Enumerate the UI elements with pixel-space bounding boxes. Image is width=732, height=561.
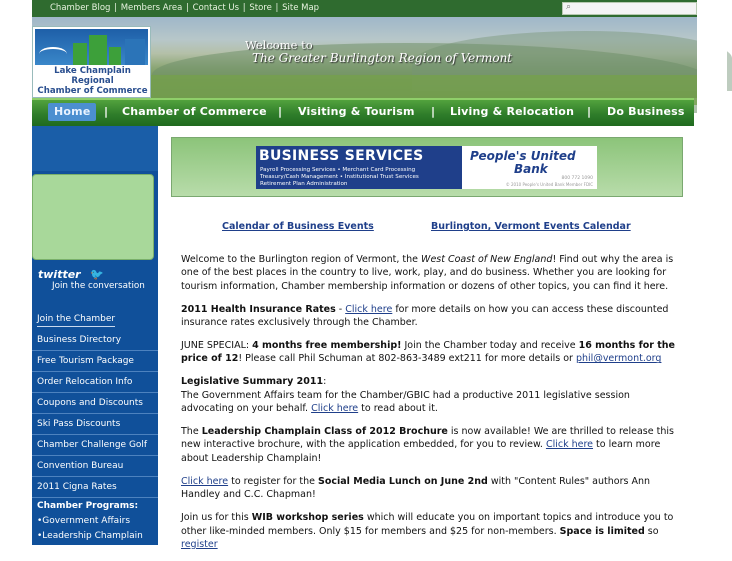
- nav-home[interactable]: Home: [54, 105, 91, 118]
- sidebar-item-cigna-rates[interactable]: 2011 Cigna Rates: [32, 477, 158, 498]
- leadership-title: Leadership Champlain Class of 2012 Brochure: [201, 426, 448, 438]
- top-link-separator: |: [272, 3, 282, 13]
- text-bold: Space is limited: [559, 525, 645, 537]
- banner-welcome: Welcome to: [245, 38, 313, 52]
- health-click-here-link[interactable]: Click here: [345, 303, 393, 315]
- nav-separator: |: [278, 105, 283, 118]
- social-title: Social Media Lunch on June 2nd: [318, 475, 488, 487]
- text: which will educate you on important topics and introduce you to other like-minded members. Only $15 for members and $25 for non-members.: [181, 512, 674, 537]
- header-banner: [32, 17, 697, 98]
- wib-register-link[interactable]: register: [181, 538, 218, 550]
- text: for more details on how you can access these discounted insurance rates exclusively through the Chamber.: [181, 303, 669, 329]
- text: :: [323, 376, 327, 388]
- logo-line2: Chamber of Commerce: [37, 86, 148, 96]
- top-utility-bar: [32, 0, 697, 17]
- leadership-paragraph: [181, 425, 676, 465]
- ad-services-line: Payroll Processing Services • Merchant Card Processing: [260, 167, 416, 173]
- sidebar-item-convention-bureau[interactable]: Convention Bureau: [32, 456, 158, 477]
- social-click-here-link[interactable]: Click here: [181, 475, 229, 487]
- banner-region: The Greater Burlington Region of Vermont: [252, 51, 513, 65]
- sidebar-programs-heading: Chamber Programs:: [37, 501, 139, 511]
- text: ! Please call Phil Schuman at 802-863-3489 ext211 for more details or: [238, 353, 576, 365]
- leadership-click-here-link[interactable]: Click here: [545, 439, 594, 451]
- text: The: [181, 426, 202, 438]
- top-link-store[interactable]: Store: [249, 3, 272, 13]
- text-bold: 16 months for the price of 12: [181, 340, 675, 365]
- calendar-links: [222, 221, 642, 235]
- text: to read about it.: [358, 403, 438, 415]
- nav-chamber-of-commerce[interactable]: Chamber of Commerce: [122, 105, 267, 118]
- calendar-business-events-link[interactable]: Calendar of Business Events: [222, 221, 374, 232]
- text: with "Content Rules" authors Ann Handley and C.C. Chapman!: [181, 475, 650, 501]
- top-links: [50, 3, 319, 13]
- wib-title: WIB workshop series: [251, 512, 364, 524]
- ad-bank-name-2: Bank: [514, 162, 548, 176]
- sidebar-program-leadership-champlain[interactable]: •Leadership Champlain: [37, 531, 143, 541]
- twitter-logo: twitter: [38, 268, 81, 281]
- sidebar-promo-box[interactable]: [32, 174, 154, 260]
- intro-paragraph: [181, 253, 676, 293]
- main-article: [181, 253, 676, 561]
- top-link-chamber-blog[interactable]: Chamber Blog: [50, 3, 111, 13]
- ad-title: BUSINESS SERVICES: [259, 148, 424, 164]
- ad-business-services: [256, 146, 462, 189]
- email-link[interactable]: phil@vermont.org: [575, 353, 662, 365]
- top-link-site-map[interactable]: Site Map: [282, 3, 320, 13]
- text: so: [644, 525, 659, 537]
- text: The Government Affairs team for the Chamber/GBIC had a productive 2011 legislative session advocating on your behalf.: [181, 389, 630, 415]
- sidebar-item-order-relocation-info[interactable]: Order Relocation Info: [32, 372, 158, 393]
- health-paragraph: [181, 303, 676, 330]
- text: Join us for this: [181, 512, 252, 524]
- legislative-click-here-link[interactable]: Click here: [311, 403, 359, 415]
- top-link-members-area[interactable]: Members Area: [120, 3, 183, 13]
- ad-bank-name: People's United: [470, 149, 576, 163]
- ad-services: [260, 167, 419, 188]
- left-sidebar: [32, 126, 158, 556]
- legislative-title: Legislative Summary 2011: [181, 376, 324, 388]
- logo-wave-icon: [39, 47, 67, 61]
- nav-do-business[interactable]: Do Business: [607, 105, 685, 118]
- text-emphasis: West Coast of New England: [421, 254, 553, 265]
- top-link-separator: |: [240, 3, 249, 13]
- wib-paragraph: [181, 511, 676, 551]
- sidebar-item-join-the-chamber[interactable]: [32, 309, 158, 330]
- text: to register for the: [228, 475, 319, 487]
- text: Welcome to the Burlington region of Vermont, the: [181, 254, 422, 265]
- legislative-paragraph: [181, 375, 676, 415]
- logo-text: [35, 66, 150, 96]
- ad-bank-fine-print: © 2010 People's United Bank Member FDIC: [505, 182, 593, 187]
- chamber-logo[interactable]: [32, 26, 151, 98]
- search-input[interactable]: [562, 2, 697, 15]
- june-special-paragraph: [181, 339, 676, 366]
- twitter-bird-icon: 🐦: [90, 268, 104, 281]
- sidebar-top-band: [32, 126, 158, 171]
- top-link-contact-us[interactable]: Contact Us: [192, 3, 240, 13]
- text: is now available! We are thrilled to release this new interactive brochure, with the application embedded, for you to review.: [181, 426, 674, 451]
- text-bold: 4 months free membership!: [252, 340, 402, 352]
- ad-bank-logo: [462, 146, 597, 189]
- page-right-margin: [697, 0, 727, 545]
- twitter-widget[interactable]: [38, 268, 154, 296]
- sidebar-program-government-affairs[interactable]: •Government Affairs: [37, 516, 131, 526]
- sidebar-item-coupons-and-discounts[interactable]: Coupons and Discounts: [32, 393, 158, 414]
- ad-banner[interactable]: [171, 137, 683, 197]
- text: to learn more about Leadership Champlain!: [181, 439, 661, 464]
- twitter-join-text: Join the conversation: [52, 281, 145, 291]
- health-title: 2011 Health Insurance Rates: [181, 303, 336, 315]
- sidebar-item-business-directory[interactable]: Business Directory: [32, 330, 158, 351]
- text: -: [335, 303, 346, 315]
- main-nav: [32, 98, 694, 126]
- nav-visiting-tourism[interactable]: Visiting & Tourism: [298, 105, 415, 118]
- sidebar-item-chamber-challenge-golf[interactable]: Chamber Challenge Golf: [32, 435, 158, 456]
- calendar-vermont-events-link[interactable]: Burlington, Vermont Events Calendar: [431, 221, 631, 232]
- logo-image: [35, 29, 148, 65]
- top-link-separator: |: [183, 3, 192, 13]
- top-link-separator: |: [111, 3, 120, 13]
- sidebar-item-ski-pass-discounts[interactable]: Ski Pass Discounts: [32, 414, 158, 435]
- nav-separator: |: [587, 105, 592, 118]
- sidebar-item-free-tourism-package[interactable]: Free Tourism Package: [32, 351, 158, 372]
- logo-mountain-icon: [125, 39, 145, 65]
- ad-bank-phone: 800 772 1090: [561, 176, 593, 181]
- sidebar-program-member-benefits[interactable]: •Member Benefits: [37, 546, 120, 556]
- sidebar-menu: [32, 309, 158, 559]
- ad-services-line: Retirement Plan Administration: [260, 181, 348, 187]
- nav-separator: |: [104, 105, 109, 118]
- logo-building-icon: [109, 47, 121, 65]
- text: ! Find out why the area is one of the best places in the country to live, work, play, and do business. Whether you are looking for tourism information, Chamber membership information or dozens of other topics, you can find it here.: [181, 254, 674, 292]
- search-icon: ⌕: [566, 2, 572, 12]
- nav-separator: |: [431, 105, 436, 118]
- text: JUNE SPECIAL:: [181, 340, 253, 352]
- ad-services-line: Treasury/Cash Management • Institutional Trust Services: [260, 174, 419, 180]
- text: Join the Chamber today and receive: [401, 340, 579, 352]
- logo-line1: Lake Champlain Regional: [54, 66, 131, 86]
- logo-building-icon: [89, 35, 107, 65]
- nav-living-relocation[interactable]: Living & Relocation: [450, 105, 575, 118]
- social-media-paragraph: [181, 475, 676, 502]
- sidebar-item-label: Join the Chamber: [37, 312, 115, 327]
- logo-building-icon: [73, 43, 87, 65]
